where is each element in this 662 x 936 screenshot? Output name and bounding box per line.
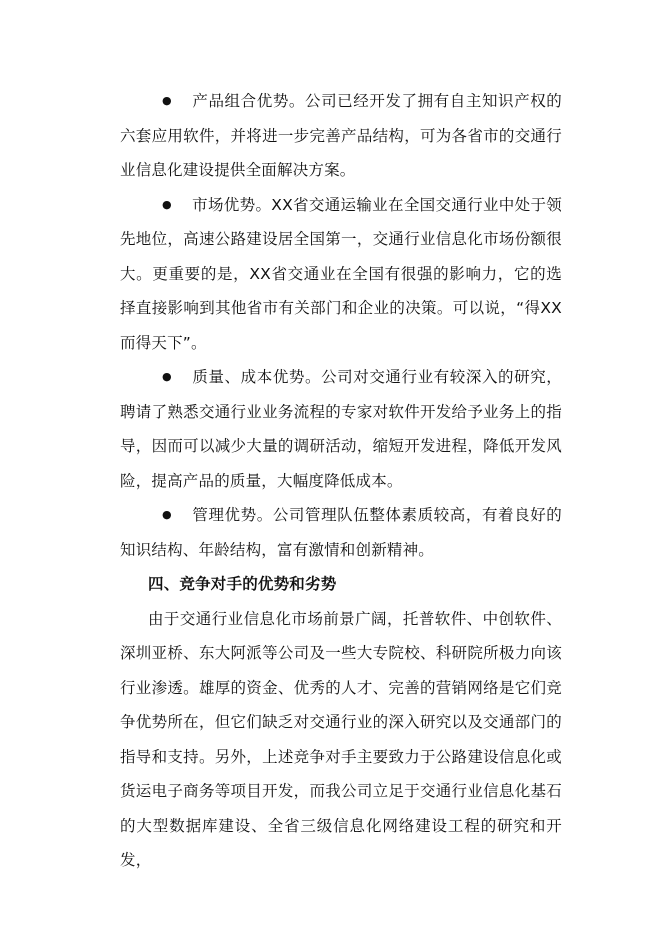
bullet-text: 产品组合优势。公司已经开发了拥有自主知识产权的六套应用软件，并将进一步完善产品结构，可为各省市的交通行业信息化建设提供全面解决方案。 <box>120 92 562 179</box>
bullet-paragraph-market <box>120 188 562 361</box>
bullet-text: 市场优势。XX省交通运输业在全国交通行业中处于领先地位，高速公路建设居全国第一，交通行业信息化市场份额很大。更重要的是，XX省交通业在全国有很强的影响力，它的选择直接影响到其他省市有关部门和企业的决策。可以说，“得XX而得天下”。 <box>120 195 562 352</box>
bullet-text: 质量、成本优势。公司对交通行业有较深入的研究，聘请了熟悉交通行业业务流程的专家对软件开发给予业务上的指导，因而可以减少大量的调研活动，缩短开发进程，降低开发风险，提高产品的质量，大幅度降低成本。 <box>120 368 562 490</box>
bullet-dot-icon: ● <box>162 508 172 521</box>
bullet-paragraph-quality-cost <box>120 360 562 498</box>
bullet-dot-icon: ● <box>162 197 172 211</box>
bullet-paragraph-product-combination <box>120 84 562 188</box>
bullet-dot-icon: ● <box>162 370 172 383</box>
document-body <box>120 84 562 878</box>
bullet-text: 管理优势。公司管理队伍整体素质较高，有着良好的知识结构、年龄结构，富有激情和创新精神。 <box>120 506 562 559</box>
section-body-paragraph: 由于交通行业信息化市场前景广阔，托普软件、中创软件、深圳亚桥、东大阿派等公司及一些大专院校、科研院所极力向该行业渗透。雄厚的资金、优秀的人才、完善的营销网络是它们竞争优势所在，但它们缺乏对交通行业的深入研究以及交通部门的指导和支持。另外，上述竞争对手主要致力于公路建设信息化或货运电子商务等项目开发，而我公司立足于交通行业信息化基石的大型数据库建设、全省三级信息化网络建设工程的研究和开发， <box>120 609 562 869</box>
bullet-paragraph-management <box>120 498 562 567</box>
section-heading: 四、竞争对手的优势和劣势 <box>148 575 337 593</box>
bullet-dot-icon: ● <box>162 94 172 107</box>
